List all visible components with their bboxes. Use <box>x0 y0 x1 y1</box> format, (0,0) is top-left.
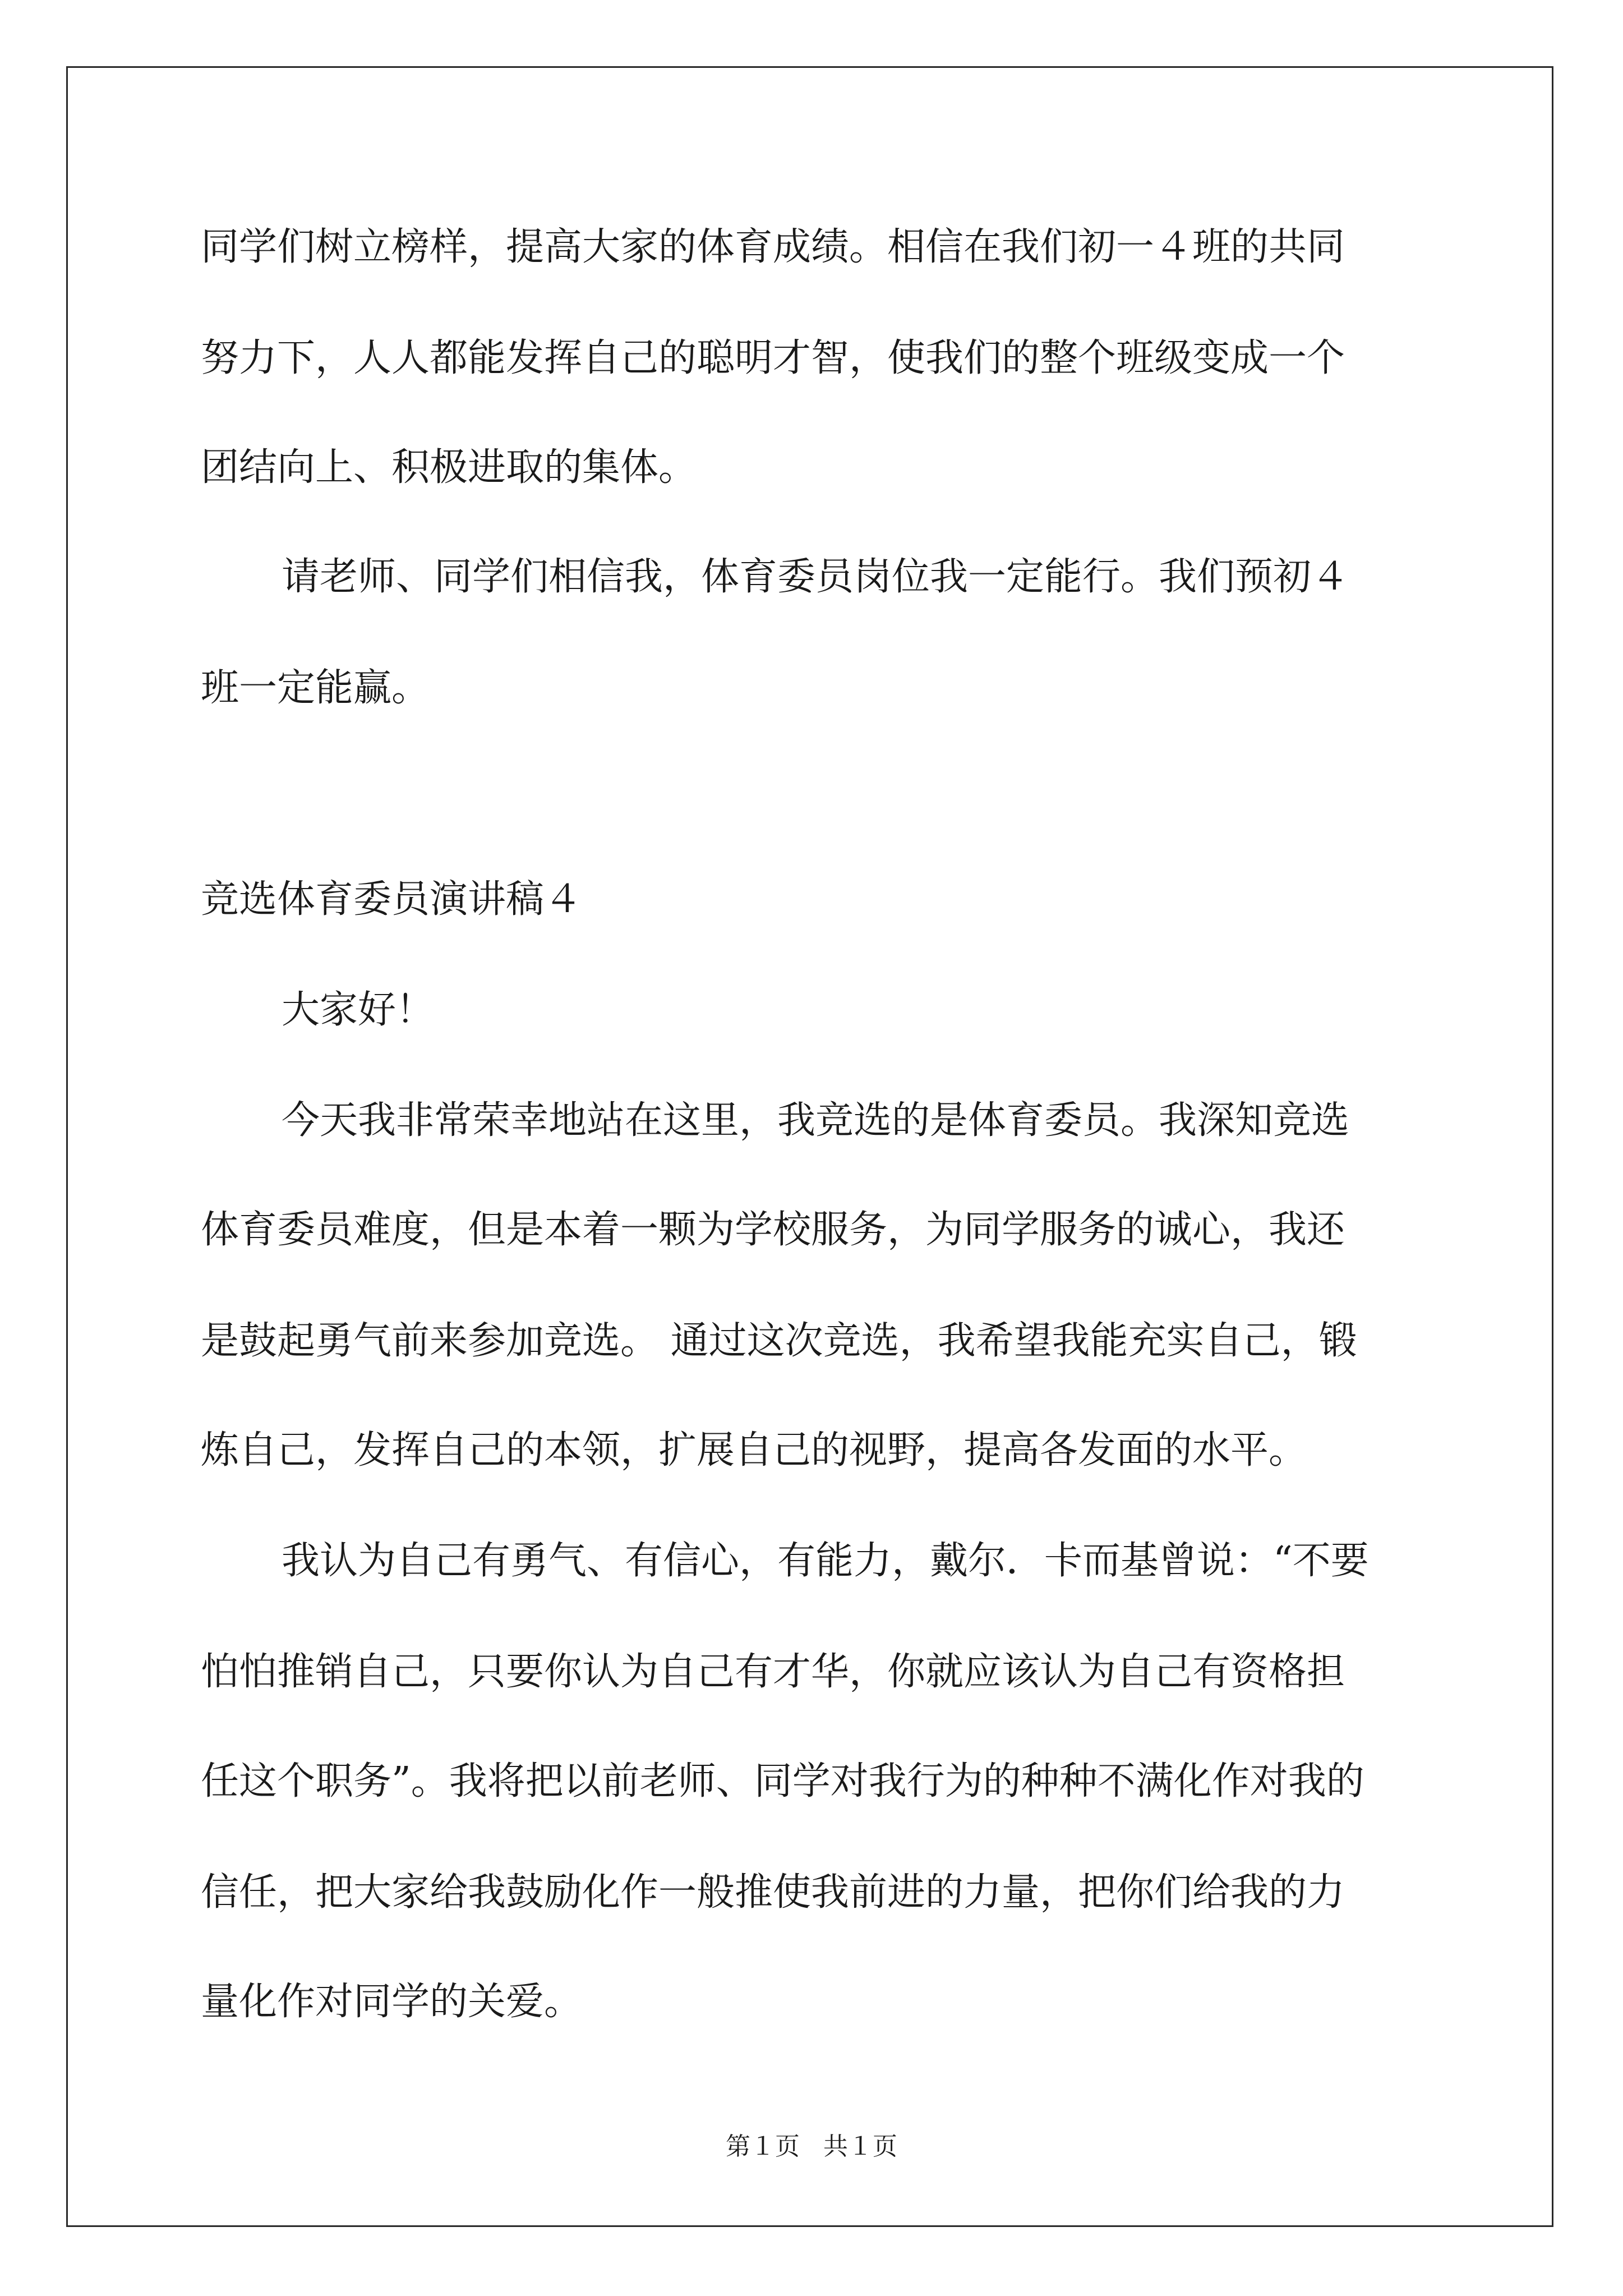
paragraph-first-line: 我认为自己有勇气、有信心，有能力，戴尔．卡而基曾说：“不要 <box>282 1539 1369 1583</box>
paragraph-first-line: 请老师、同学们相信我，体育委员岗位我一定能行。我们预初４ <box>282 555 1350 599</box>
body-line: 量化作对同学的关爱。 <box>201 1980 583 2024</box>
page-number-current: 第１页 <box>726 2132 800 2161</box>
paragraph-first-line: 今天我非常荣幸地站在这里，我竞选的是体育委员。我深知竞选 <box>282 1098 1350 1143</box>
page-footer <box>0 2134 1623 2159</box>
body-line: 是鼓起勇气前来参加竞选。 通过这次竞选，我希望我能充实自己，锻 <box>201 1319 1357 1363</box>
greeting: 大家好！ <box>282 988 435 1032</box>
page-number-total: 共１页 <box>823 2132 897 2161</box>
body-line: 怕怕推销自己，只要你认为自己有才华，你就应该认为自己有资格担 <box>201 1650 1345 1694</box>
body-line: 任这个职务”。我将把以前老师、同学对我行为的种种不满化作对我的 <box>201 1759 1364 1803</box>
body-line: 同学们树立榜样，提高大家的体育成绩。相信在我们初一４班的共同 <box>201 225 1345 269</box>
section-heading: 竞选体育委员演讲稿４ <box>201 877 583 922</box>
body-line: 体育委员难度，但是本着一颗为学校服务，为同学服务的诚心，我还 <box>201 1208 1345 1252</box>
body-line: 团结向上、积极进取的集体。 <box>201 445 697 490</box>
body-line: 信任，把大家给我鼓励化作一般推使我前进的力量，把你们给我的力 <box>201 1870 1345 1915</box>
body-line: 努力下，人人都能发挥自己的聪明才智，使我们的整个班级变成一个 <box>201 336 1345 380</box>
body-line: 炼自己，发挥自己的本领，扩展自己的视野，提高各发面的水平。 <box>201 1428 1307 1473</box>
body-line: 班一定能赢。 <box>201 666 430 710</box>
